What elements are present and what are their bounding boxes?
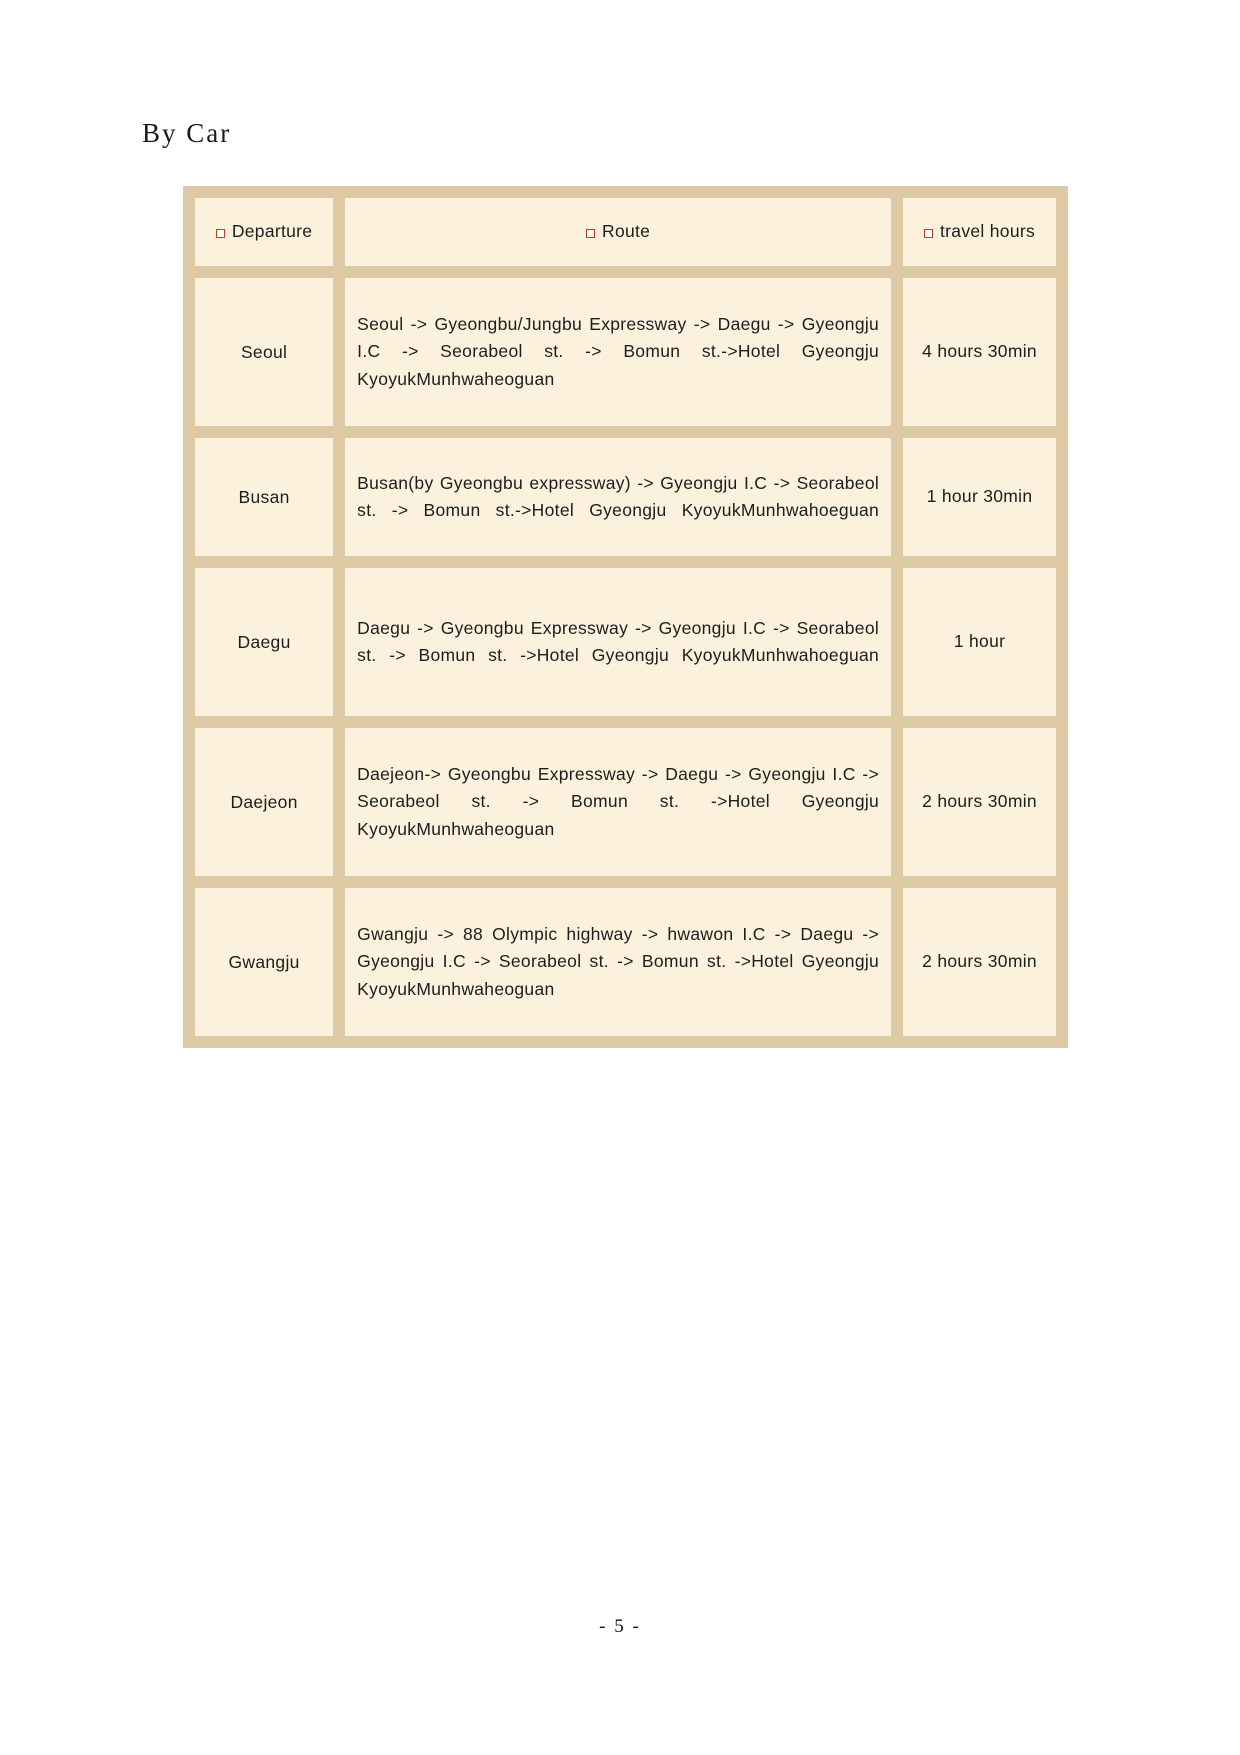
cell-route: Gwangju -> 88 Olympic highway -> hwawon I.C -> Daegu -> Gyeongju I.C -> Seorabeol st. -> Bomun st. ->Hotel Gyeongju KyoyukMunhwaheoguan [345, 888, 891, 1036]
square-bullet-icon [586, 229, 595, 238]
cell-departure: Busan [195, 438, 333, 556]
cell-departure: Seoul [195, 278, 333, 426]
column-header-departure-label: Departure [231, 221, 313, 241]
square-bullet-icon [924, 229, 933, 238]
column-header-departure [195, 198, 333, 266]
table-header [195, 198, 1056, 266]
cell-route: Busan(by Gyeongbu expressway) -> Gyeongju I.C -> Seorabeol st. -> Bomun st.->Hotel Gyeongju KyoyukMunhwahoeguan [345, 438, 891, 556]
table-row [195, 888, 1056, 1036]
column-header-travel-hours [903, 198, 1056, 266]
page-number: - 5 - [599, 1616, 641, 1637]
square-bullet-icon [216, 229, 225, 238]
cell-travel-hours: 2 hours 30min [903, 728, 1056, 876]
cell-route: Seoul -> Gyeongbu/Jungbu Expressway -> Daegu -> Gyeongju I.C -> Seorabeol st. -> Bomun st.->Hotel Gyeongju KyoyukMunhwaheoguan [345, 278, 891, 426]
column-header-route-label: Route [602, 221, 651, 241]
cell-departure: Daegu [195, 568, 333, 716]
column-header-route [345, 198, 891, 266]
table-row [195, 728, 1056, 876]
table-header-row [195, 198, 1056, 266]
cell-travel-hours: 4 hours 30min [903, 278, 1056, 426]
by-car-table [183, 186, 1068, 1048]
cell-departure: Daejeon [195, 728, 333, 876]
table-row [195, 278, 1056, 426]
table-row [195, 568, 1056, 716]
table-body [195, 278, 1056, 1036]
cell-route: Daejeon-> Gyeongbu Expressway -> Daegu -> Gyeongju I.C -> Seorabeol st. -> Bomun st. ->Hotel Gyeongju KyoyukMunhwaheoguan [345, 728, 891, 876]
cell-departure: Gwangju [195, 888, 333, 1036]
cell-travel-hours: 1 hour [903, 568, 1056, 716]
table-row [195, 438, 1056, 556]
page-title: By Car [142, 118, 232, 148]
column-header-travel-hours-label: travel hours [940, 221, 1036, 241]
cell-travel-hours: 1 hour 30min [903, 438, 1056, 556]
cell-route: Daegu -> Gyeongbu Expressway -> Gyeongju I.C -> Seorabeol st. -> Bomun st. ->Hotel Gyeongju KyoyukMunhwahoeguan [345, 568, 891, 716]
cell-travel-hours: 2 hours 30min [903, 888, 1056, 1036]
by-car-table-container [183, 186, 1068, 1048]
